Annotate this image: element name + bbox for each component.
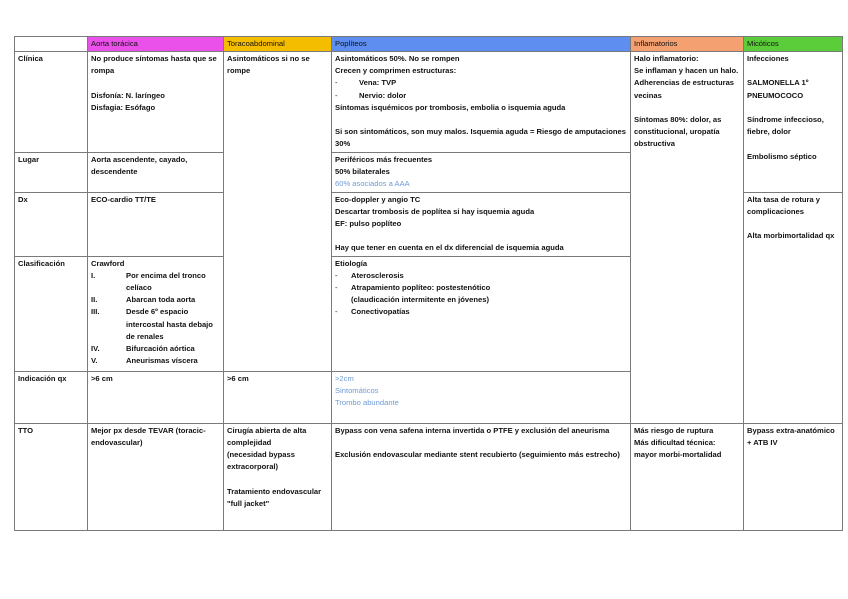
text-line: Más riesgo de ruptura	[634, 425, 714, 435]
text-line: Más dificultad técnica: mayor morbi-mortalidad	[634, 437, 722, 460]
text-line: Se inflaman y hacen un halo. Adherencias de estructuras vecinas	[634, 66, 739, 100]
text-line: >6 cm	[91, 373, 113, 383]
cell-indicacion-popliteos	[332, 371, 631, 423]
list-item: V. Aneurismas víscera	[91, 356, 198, 366]
text-line: EF: pulso poplíteo	[335, 219, 402, 229]
header-empty	[15, 37, 88, 52]
list-item: - Atrapamiento poplíteo: postestenótico	[335, 283, 491, 293]
text-line-highlight: Trombo abundante	[335, 398, 399, 408]
text-line: No produce síntomas hasta que se rompa	[91, 54, 217, 76]
row-label-tto: TTO	[15, 423, 88, 530]
cell-dx-micoticos	[744, 192, 843, 423]
text-line: ECO-cardio TT/TE	[91, 194, 156, 204]
cell-clinica-inflamatorios	[631, 52, 744, 424]
text-line-highlight: Sintomáticos	[335, 385, 379, 395]
text-line: Disfonía: N. laríngeo	[91, 90, 165, 100]
crawford-list	[91, 270, 220, 368]
list-item: - Aterosclerosis	[335, 270, 404, 280]
cell-tto-popliteos	[332, 423, 631, 530]
text-line: 50% bilaterales	[335, 167, 390, 177]
text-line: Etiología	[335, 258, 368, 268]
text-line: Embolismo séptico	[747, 151, 817, 161]
row-clinica	[15, 52, 843, 153]
text-line: Bypass extra-anatómico + ATB IV	[747, 425, 835, 447]
cell-lugar-popliteos	[332, 153, 631, 193]
row-label-clasificacion: Clasificación	[15, 256, 88, 371]
text-line: Aorta ascendente, cayado, descendente	[91, 155, 188, 177]
text-line: Síndrome infeccioso, fiebre, dolor	[747, 114, 824, 137]
text-line: Exclusión endovascular mediante stent recubierto (seguimiento más estrecho)	[335, 450, 620, 459]
text-line: Crawford	[91, 258, 125, 268]
text-line: Alta morbimortalidad qx	[747, 231, 835, 241]
cell-tto-inflamatorios	[631, 423, 744, 530]
text-line-highlight: 60% asociados a AAA	[335, 179, 410, 189]
list-item: III. Desde 6º espacio intercostal hasta debajo de renales	[91, 307, 213, 341]
text-line: >6 cm	[227, 373, 249, 383]
cell-tto-aorta	[88, 423, 224, 530]
header-micoticos: Micóticos	[744, 37, 843, 52]
cell-dx-aorta	[88, 192, 224, 256]
text-line: Hay que tener en cuenta en el dx diferencial de isquemia aguda	[335, 243, 564, 253]
text-line: Bypass con vena safena interna invertida o PTFE y exclusión del aneurisma	[335, 425, 610, 435]
cell-clinica-aorta	[88, 52, 224, 153]
text-line: PNEUMOCOCO	[747, 90, 804, 100]
text-line: Infecciones	[747, 54, 789, 63]
text-line: Periféricos más frecuentes	[335, 155, 433, 164]
text-line: Síntomas isquémicos por trombosis, embolia o isquemia aguda	[335, 102, 566, 112]
text-line: Si son sintomáticos, son muy malos. Isquemia aguda = Riesgo de amputaciones 30%	[335, 127, 626, 149]
text-line: (claudicación intermitente en jóvenes)	[351, 295, 489, 305]
text-line: (necesidad bypass extracorporal)	[227, 450, 295, 472]
cell-indicacion-toraco	[224, 371, 332, 423]
header-aorta-toracica: Aorta torácica	[88, 37, 224, 52]
cell-dx-popliteos	[332, 192, 631, 256]
text-line: Tratamiento endovascular "full jacket"	[227, 486, 322, 508]
text-line: Alta tasa de rotura y complicaciones	[747, 194, 821, 216]
row-label-dx: Dx	[15, 192, 88, 256]
header-row	[15, 37, 843, 52]
text-line: Crecen y comprimen estructuras:	[335, 66, 457, 76]
cell-clinica-popliteos	[332, 52, 631, 153]
list-item: - Vena: TVP	[335, 78, 397, 88]
header-popliteos: Poplíteos	[332, 37, 631, 52]
text-line: Mejor px desde TEVAR (toracic-endovascular)	[91, 425, 206, 447]
text-line: Descartar trombosis de poplítea si hay isquemia aguda	[335, 206, 535, 216]
row-label-lugar: Lugar	[15, 153, 88, 193]
bullet-list	[335, 270, 627, 294]
text-line: Halo inflamatorio:	[634, 54, 699, 63]
list-item: IV. Bifurcación aórtica	[91, 344, 195, 354]
cell-tto-toraco	[224, 423, 332, 530]
header-inflamatorios: Inflamatorios	[631, 37, 744, 52]
text-line: Eco-doppler y angio TC	[335, 194, 421, 204]
text-line: Cirugía abierta de alta complejidad	[227, 425, 307, 447]
text-line: Disfagia: Esófago	[91, 102, 156, 112]
comparison-table	[14, 36, 843, 531]
text-line: SALMONELLA 1º	[747, 78, 809, 88]
list-item: I. Por encima del tronco celíaco	[91, 270, 206, 293]
cell-lugar-aorta	[88, 153, 224, 193]
list-item: - Conectivopatías	[335, 307, 410, 317]
cell-clasificacion-aorta	[88, 256, 224, 371]
cell-indicacion-aorta	[88, 371, 224, 423]
cell-tto-micoticos	[744, 423, 843, 530]
row-label-clinica: Clínica	[15, 52, 88, 153]
row-tto	[15, 423, 843, 530]
header-toracoabdominal: Toracoabdominal	[224, 37, 332, 52]
list-item: II. Abarcan toda aorta	[91, 295, 196, 305]
cell-clasificacion-popliteos	[332, 256, 631, 371]
text-line: Síntomas 80%: dolor, as constitucional, uropatía obstructiva	[634, 115, 722, 149]
cell-clinica-micoticos	[744, 52, 843, 193]
row-label-indicacion: Indicación qx	[15, 371, 88, 423]
text-line-highlight: >2cm	[335, 373, 354, 383]
bullet-list	[335, 77, 627, 101]
list-item: - Nervio: dolor	[335, 90, 407, 100]
bullet-list	[335, 306, 627, 318]
cell-toraco-clinica	[224, 52, 332, 372]
text-line: Asintomáticos si no se rompe	[227, 54, 310, 76]
text-line: Asintomáticos 50%. No se rompen	[335, 54, 460, 63]
